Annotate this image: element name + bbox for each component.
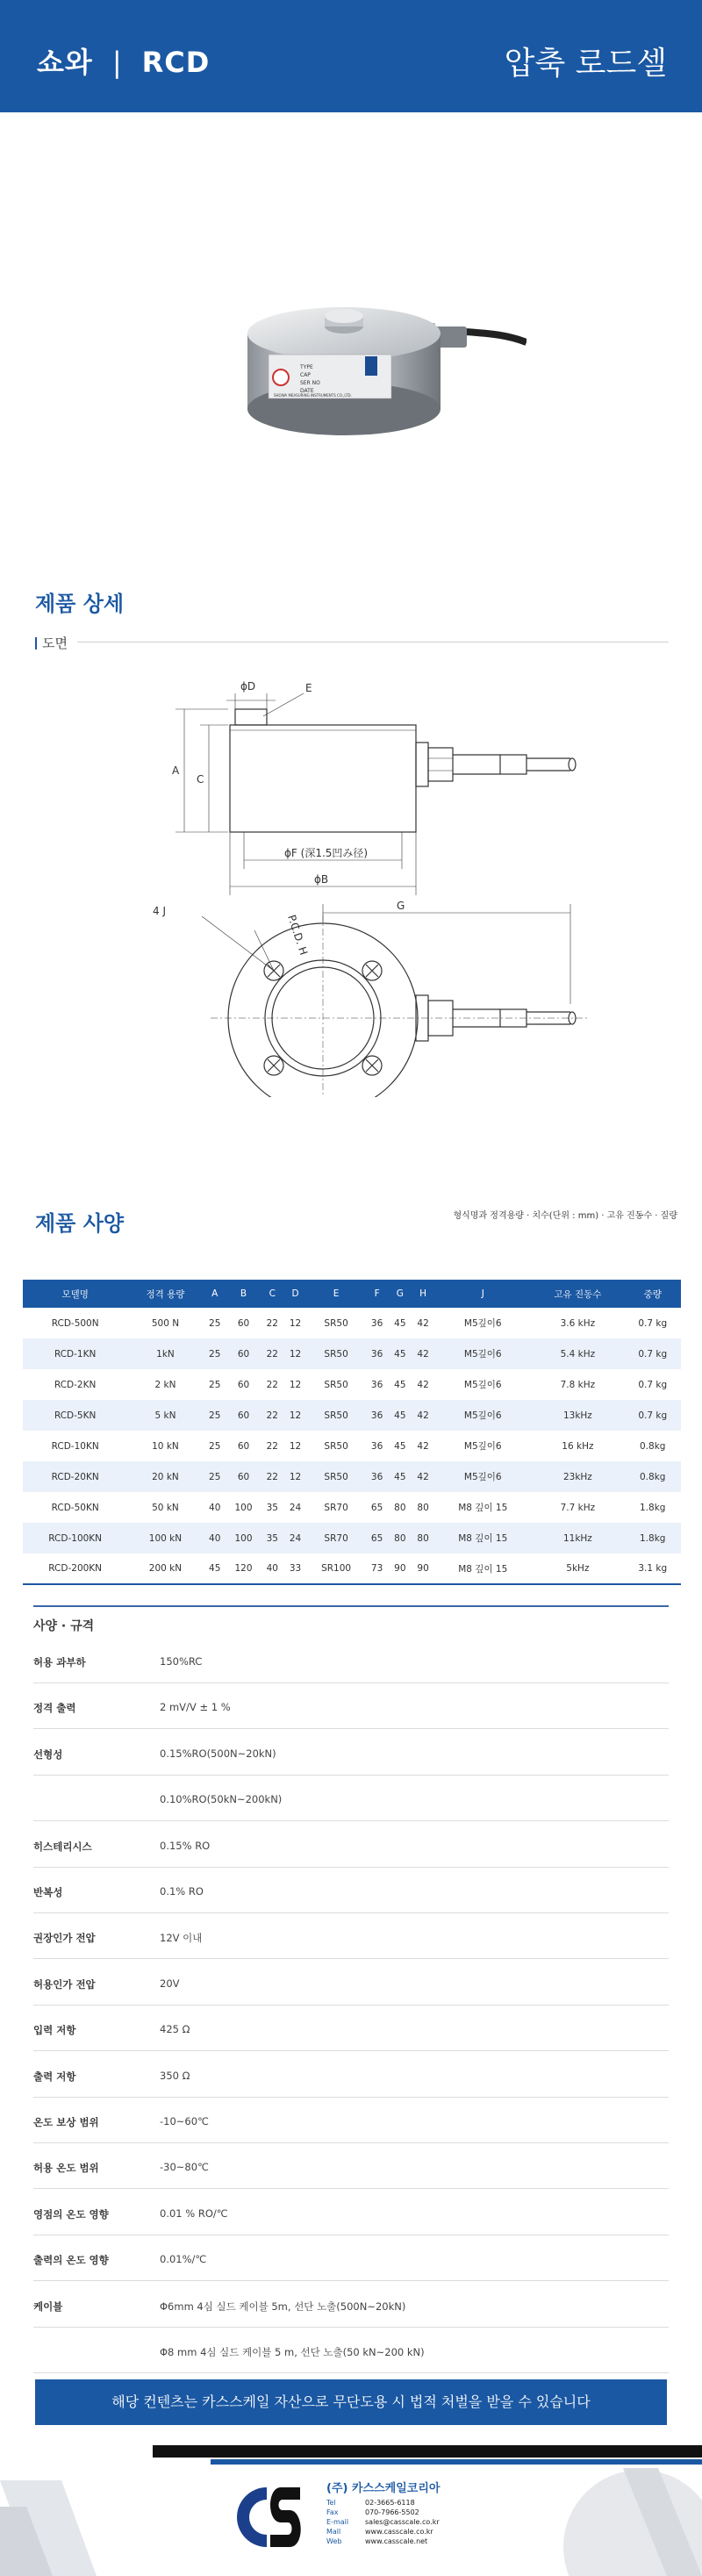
table-cell: 40 (204, 1523, 226, 1553)
table-cell: 90 (389, 1553, 412, 1584)
table-cell: M5깊이6 (434, 1338, 531, 1369)
list-item (33, 2328, 669, 2373)
table-cell: 80 (417, 1502, 429, 1513)
table-cell: 25 (209, 1440, 221, 1452)
table-cell: 100 (226, 1523, 261, 1553)
contact-label: Mall (326, 2528, 341, 2536)
spec-col-header: B (226, 1280, 261, 1308)
table-cell: RCD-50KN (51, 1502, 99, 1513)
list-item (33, 1683, 669, 1729)
table-cell: 45 (389, 1461, 412, 1492)
table-cell: RCD-1KN (23, 1338, 127, 1369)
contact-value: 070-7966-5502 (365, 2508, 419, 2516)
table-cell: SR50 (324, 1317, 348, 1329)
spec-col-header: 모델명 (23, 1280, 127, 1308)
table-cell: SR70 (307, 1523, 366, 1553)
spec-value: -30~80℃ (160, 2161, 209, 2174)
table-cell: 100 (234, 1502, 253, 1513)
table-cell: 60 (237, 1440, 250, 1452)
table-cell: SR50 (307, 1461, 366, 1492)
drawing-label: 도면 (42, 635, 68, 651)
spec-col-header: F (365, 1280, 388, 1308)
table-cell: 45 (389, 1400, 412, 1431)
table-cell: 5kHz (531, 1553, 624, 1584)
contact-line (326, 2527, 440, 2537)
table-cell: 24 (289, 1502, 302, 1513)
spec-key: 반복성 (33, 1886, 63, 1898)
spec-value: 12V 이내 (160, 1932, 203, 1945)
table-cell: 0.7 kg (638, 1379, 668, 1390)
table-row (23, 1308, 681, 1338)
table-cell: 5.4 kHz (531, 1338, 624, 1369)
spec-key: 정격 출력 (33, 1702, 76, 1715)
table-cell: 73 (365, 1553, 388, 1584)
table-cell: SR50 (307, 1400, 366, 1431)
dim-label-a: A (172, 764, 180, 777)
table-cell: 22 (266, 1379, 278, 1390)
table-cell: 60 (237, 1317, 250, 1329)
table-cell: 33 (283, 1553, 306, 1584)
spec-value: -10~60℃ (160, 2115, 209, 2128)
footer-deco-right (544, 2468, 702, 2576)
table-cell: 23kHz (531, 1461, 624, 1492)
table-cell: 0.8kg (640, 1440, 666, 1452)
table-cell: 0.8kg (624, 1461, 681, 1492)
table-cell: 7.7 kHz (560, 1502, 596, 1513)
spec-table-body (23, 1308, 681, 1584)
spec-title: 제품 사양 (35, 1211, 125, 1236)
spec-col-header: C (261, 1280, 283, 1308)
spec-col-header: H (412, 1280, 434, 1308)
table-row (23, 1369, 681, 1400)
spec-key: 허용인가 전압 (33, 1977, 96, 1991)
list-item (33, 1822, 669, 1868)
table-cell: 0.7 kg (624, 1400, 681, 1431)
spec-key: 히스테리시스 (33, 1840, 92, 1853)
brand-title (37, 40, 210, 81)
table-cell: 3.1 kg (624, 1553, 681, 1584)
contact-value[interactable]: sales@casscale.co.kr (365, 2518, 440, 2526)
spec-value: 150%RC (160, 1655, 203, 1668)
table-cell: 12 (283, 1400, 306, 1431)
spec-key: 온도 보상 범위 (33, 2116, 99, 2128)
table-cell: M8 깊이 15 (434, 1523, 531, 1553)
table-cell: 25 (204, 1338, 226, 1369)
footer (0, 2445, 702, 2576)
table-cell: 0.7 kg (638, 1317, 668, 1329)
list-item (33, 2143, 669, 2189)
table-cell: 25 (209, 1379, 221, 1390)
table-cell: M5깊이6 (434, 1400, 531, 1431)
table-cell: 100 kN (127, 1523, 203, 1553)
table-cell: 36 (365, 1461, 388, 1492)
table-cell: 40 (261, 1553, 283, 1584)
table-cell: 1.8kg (624, 1523, 681, 1553)
table-cell: 36 (370, 1440, 383, 1452)
cas-logo (232, 2480, 305, 2554)
company-name: (주) 카스스케일코리아 (326, 2482, 441, 2495)
table-cell: RCD-2KN (54, 1379, 97, 1390)
photo-label-cap: CAP (300, 372, 311, 378)
table-cell: 35 (261, 1523, 283, 1553)
table-cell: 12 (289, 1317, 302, 1329)
table-cell: SR100 (307, 1553, 366, 1584)
table-cell: 1kN (127, 1338, 203, 1369)
table-cell: 3.6 kHz (560, 1317, 596, 1329)
dim-label-f: ϕF (深1.5凹み径) (284, 847, 369, 859)
contact-line (326, 2537, 440, 2546)
spec-table (23, 1280, 681, 1585)
dim-label-j: 4 J (153, 905, 166, 917)
table-cell: 16 kHz (562, 1440, 594, 1452)
table-row (23, 1492, 681, 1523)
spec-value: 0.01 % RO/℃ (160, 2206, 228, 2220)
spec-value: 350 Ω (160, 2069, 190, 2082)
table-cell: SR70 (324, 1502, 348, 1513)
table-cell: 60 (237, 1379, 250, 1390)
spec-key: 입력 저항 (33, 2024, 76, 2037)
table-row (23, 1400, 681, 1431)
page-header (0, 0, 702, 112)
list-item (33, 2006, 669, 2051)
table-cell: 7.8 kHz (560, 1379, 596, 1390)
copyright-warning: 해당 컨텐츠는 카스스케일 자산으로 무단도용 시 법적 처벌을 받을 수 있습니다 (35, 2379, 667, 2425)
list-item (33, 2282, 669, 2328)
brand-name: 쇼와 (37, 46, 93, 79)
spec-value: 0.15% RO (160, 1839, 211, 1852)
table-cell: 25 (204, 1461, 226, 1492)
spec-col-header: D (283, 1280, 306, 1308)
contact-list (326, 2498, 440, 2546)
regulation-divider (33, 1605, 669, 1607)
table-row (23, 1431, 681, 1461)
table-cell: RCD-5KN (23, 1400, 127, 1431)
spec-key: 출력의 온도 영향 (33, 2254, 109, 2267)
product-type: 압축 로드셀 (504, 46, 667, 82)
dim-label-pcd: P.C.D. H (285, 913, 311, 957)
table-cell: 65 (365, 1523, 388, 1553)
table-cell: M5깊이6 (463, 1441, 502, 1452)
table-cell: 42 (412, 1400, 434, 1431)
contact-line (326, 2517, 440, 2527)
table-cell: 42 (412, 1461, 434, 1492)
detail-title: 제품 상세 (35, 592, 125, 616)
spec-key: 영점의 온도 영향 (33, 2207, 109, 2221)
table-cell: 11kHz (531, 1523, 624, 1553)
regulation-title: 사양 · 규격 (33, 1619, 95, 1633)
spec-col-header: E (307, 1280, 366, 1308)
table-cell: 12 (289, 1440, 302, 1452)
spec-note: 형식명과 정격용량 · 치수(단위 : mm) · 고유 진동수 · 질량 (453, 1211, 677, 1221)
table-row (23, 1461, 681, 1492)
list-item (33, 2098, 669, 2143)
table-cell: 42 (417, 1317, 429, 1329)
dim-label-g: G (397, 900, 405, 912)
table-cell: 500 N (151, 1317, 180, 1329)
table-cell: 22 (266, 1440, 278, 1452)
subtitle-bar (35, 637, 37, 649)
table-cell: 42 (412, 1338, 434, 1369)
table-cell: 12 (283, 1338, 306, 1369)
table-cell: 12 (289, 1379, 302, 1390)
contact-value: 02-3665-6118 (365, 2499, 415, 2507)
table-cell: 5 kN (127, 1400, 203, 1431)
table-cell: 25 (209, 1317, 221, 1329)
table-cell: 42 (417, 1440, 429, 1452)
table-cell: 80 (394, 1502, 406, 1513)
contact-label: Web (326, 2537, 342, 2545)
table-cell: 20 kN (127, 1461, 203, 1492)
table-cell: 120 (226, 1553, 261, 1584)
spec-key: 허용 온도 범위 (33, 2162, 99, 2175)
table-cell: 2 kN (154, 1379, 176, 1390)
spec-key: 권장인가 전압 (33, 1932, 96, 1945)
table-cell: 25 (204, 1400, 226, 1431)
spec-col-header: 정격 용량 (127, 1280, 203, 1308)
table-cell: 22 (261, 1400, 283, 1431)
spec-key: 선형성 (33, 1747, 63, 1761)
product-photo (228, 281, 526, 456)
brand-separator: | (111, 46, 123, 79)
footer-deco-left (0, 2480, 97, 2576)
spec-value: Φ6mm 4심 실드 케이블 5m, 선단 노출(500N~20kN) (160, 2300, 406, 2313)
contact-label: Tel (326, 2499, 336, 2507)
footer-stripe-black (153, 2445, 702, 2458)
list-item (33, 2190, 669, 2235)
technical-drawing (97, 667, 605, 1097)
table-cell: 36 (370, 1317, 383, 1329)
table-row (23, 1523, 681, 1553)
contact-value[interactable]: www.casscale.net (365, 2537, 428, 2545)
table-cell: 45 (389, 1338, 412, 1369)
table-cell: 65 (370, 1502, 383, 1513)
spec-col-header: A (204, 1280, 226, 1308)
table-cell: SR50 (324, 1379, 348, 1390)
spec-col-header: 고유 진동수 (531, 1280, 624, 1308)
table-cell: 24 (283, 1523, 306, 1553)
table-cell: 80 (412, 1523, 434, 1553)
dim-label-d: ϕD (240, 680, 256, 692)
table-cell: RCD-10KN (51, 1440, 99, 1452)
table-cell: 200 kN (127, 1553, 203, 1584)
table-cell: 36 (370, 1379, 383, 1390)
spec-key: 출력 저항 (33, 2070, 76, 2083)
list-item (33, 2235, 669, 2281)
drawing-subtitle (35, 634, 68, 652)
spec-table-header (23, 1280, 681, 1308)
spec-value: 425 Ω (160, 2023, 190, 2036)
list-item (33, 1868, 669, 1913)
table-cell: M5깊이6 (463, 1318, 502, 1329)
spec-col-header: 중량 (624, 1280, 681, 1308)
table-cell: 10 kN (152, 1440, 179, 1452)
spec-value: 0.10%RO(50kN~200kN) (160, 1793, 283, 1806)
table-cell: 42 (417, 1379, 429, 1390)
spec-col-header: G (389, 1280, 412, 1308)
photo-label-maker: SHOWA MEASURING INSTRUMENTS CO.,LTD. (274, 393, 352, 398)
table-cell: 13kHz (531, 1400, 624, 1431)
dim-label-b: ϕB (314, 873, 329, 886)
table-cell: 22 (261, 1338, 283, 1369)
list-item (33, 1960, 669, 2006)
table-cell: 22 (266, 1317, 278, 1329)
photo-label-type: TYPE (300, 364, 313, 370)
table-cell: RCD-20KN (23, 1461, 127, 1492)
spec-value: 2 mV/V ± 1 % (160, 1701, 231, 1714)
table-cell: RCD-200KN (23, 1553, 127, 1584)
list-item (33, 1638, 669, 1683)
contact-line (326, 2498, 440, 2508)
table-cell: M5깊이6 (463, 1380, 502, 1390)
spec-value: 0.15%RO(500N~20kN) (160, 1747, 276, 1760)
table-cell: 80 (389, 1523, 412, 1553)
list-item (33, 1730, 669, 1776)
table-cell: 45 (394, 1440, 406, 1452)
spec-value: 20V (160, 1977, 180, 1990)
table-cell: 40 (209, 1502, 221, 1513)
list-item (33, 2052, 669, 2098)
table-cell: 35 (266, 1502, 278, 1513)
list-item (33, 1776, 669, 1821)
table-cell: SR50 (324, 1440, 348, 1452)
dim-label-c: C (197, 773, 204, 786)
table-cell: 0.7 kg (624, 1338, 681, 1369)
list-item (33, 1913, 669, 1959)
spec-value: 0.01%/℃ (160, 2253, 207, 2266)
table-cell: 45 (394, 1379, 406, 1390)
spec-col-header: J (434, 1280, 531, 1308)
table-cell: 12 (283, 1461, 306, 1492)
photo-label-date: DATE (300, 388, 314, 394)
spec-value: 0.1% RO (160, 1885, 204, 1898)
table-cell: M8 깊이 15 (458, 1503, 508, 1513)
table-cell: M5깊이6 (434, 1461, 531, 1492)
table-cell: 45 (394, 1317, 406, 1329)
contact-label: Fax (326, 2508, 339, 2516)
table-cell: 1.8kg (640, 1502, 666, 1513)
table-cell: 45 (204, 1553, 226, 1584)
spec-key: 허용 과부하 (33, 1656, 86, 1668)
table-cell: SR50 (307, 1338, 366, 1369)
contact-line (326, 2508, 440, 2517)
contact-value[interactable]: www.casscale.co.kr (365, 2528, 433, 2536)
table-cell: 22 (261, 1461, 283, 1492)
table-cell: 60 (226, 1400, 261, 1431)
footer-stripe-blue (211, 2459, 702, 2465)
table-cell: 60 (226, 1461, 261, 1492)
table-cell: M8 깊이 15 (434, 1553, 531, 1584)
contact-label: E-mail (326, 2518, 349, 2526)
table-cell: 36 (365, 1338, 388, 1369)
table-cell: RCD-100KN (23, 1523, 127, 1553)
model-name: RCD (141, 46, 211, 79)
table-cell: 60 (226, 1338, 261, 1369)
spec-key: 케이블 (33, 2300, 63, 2313)
table-row (23, 1553, 681, 1584)
table-row (23, 1338, 681, 1369)
spec-value: Φ8 mm 4심 실드 케이블 5 m, 선단 노출(50 kN~200 kN) (160, 2346, 425, 2358)
table-cell: RCD-500N (51, 1317, 99, 1329)
table-cell: 50 kN (152, 1502, 179, 1513)
table-cell: 36 (365, 1400, 388, 1431)
dim-label-e: E (305, 682, 312, 694)
table-cell: 90 (412, 1553, 434, 1584)
photo-label-serial: SER NO (300, 380, 320, 386)
